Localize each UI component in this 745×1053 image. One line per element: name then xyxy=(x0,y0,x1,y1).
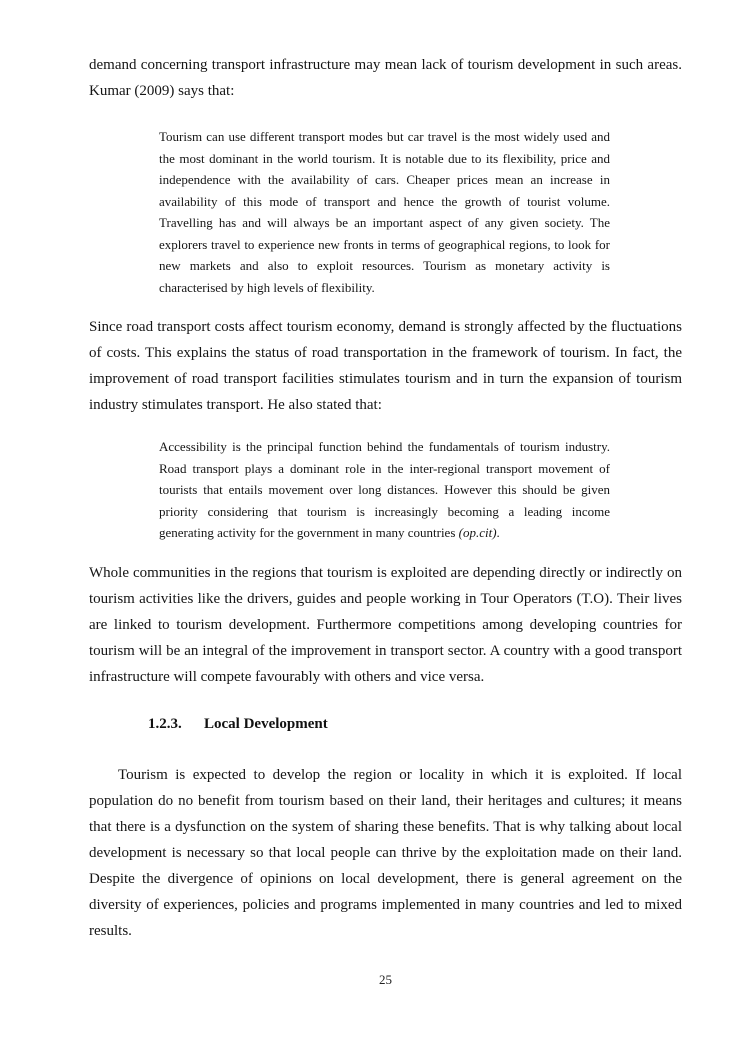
section-title: Local Development xyxy=(204,715,328,732)
section-number: 1.2.3. xyxy=(148,715,182,732)
block-quote-accessibility xyxy=(159,436,610,544)
section-heading-local-development xyxy=(89,714,682,734)
paragraph-transport-demand: demand concerning transport infrastructure may mean lack of tourism development in such areas. Kumar (2009) says that: xyxy=(89,57,682,99)
quote-citation-opcit: (op.cit) xyxy=(458,525,497,540)
paragraph-whole-communities: Whole communities in the regions that tourism is exploited are depending directly or indirectly on tourism activities like the drivers, guides and people working in Tour Operators (T.O). Their lives are linked to tourism development. Furthermore competitions among developing countries for tourism will be an integral of the improvement in transport sector. A country with a good transport infrastructure will compete favourably with others and vice versa. xyxy=(89,564,682,685)
paragraph-road-transport-costs: Since road transport costs affect tourism economy, demand is strongly affected by the fluctuations of costs. This explains the status of road transportation in the framework of tourism. In fact, the improvement of road transport facilities stimulates tourism and in turn the expansion of tourism industry stimulates transport. He also stated that: xyxy=(89,319,682,413)
quote-accessibility-text: Accessibility is the principal function behind the fundamentals of tourism industry. Road transport plays a dominant role in the inter-regional transport movement of tourists that entails movement over long distances. However this should be given priority considering that tourism is increasingly becoming a leading income generating activity for the government in many countries xyxy=(159,439,610,540)
block-quote-kumar-transport-modes: Tourism can use different transport modes but car travel is the most widely used and the most dominant in the world tourism. It is notable due to its flexibility, price and independence with the availability of cars. Cheaper prices mean an increase in availability of this mode of transport and hence the growth of tourist volume. Travelling has and will always be an important aspect of any given society. The explorers travel to experience new fronts in terms of geographical regions, to look for new markets and also to exploit resources. Tourism as monetary activity is characterised by high levels of flexibility. xyxy=(159,129,610,295)
paragraph-local-development: Tourism is expected to develop the region or locality in which it is exploited. If local population do no benefit from tourism based on their land, their heritages and cultures; it means that there is a dysfunction on the system of sharing these benefits. That is why talking about local development is necessary so that local people can thrive by the exploitation made on their land. Despite the divergence of opinions on local development, there is general agreement on the diversity of experiences, policies and programs implemented in many countries and led to mixed results. xyxy=(89,766,682,939)
page-number: 25 xyxy=(379,972,392,987)
quote-citation-period: . xyxy=(496,525,500,540)
